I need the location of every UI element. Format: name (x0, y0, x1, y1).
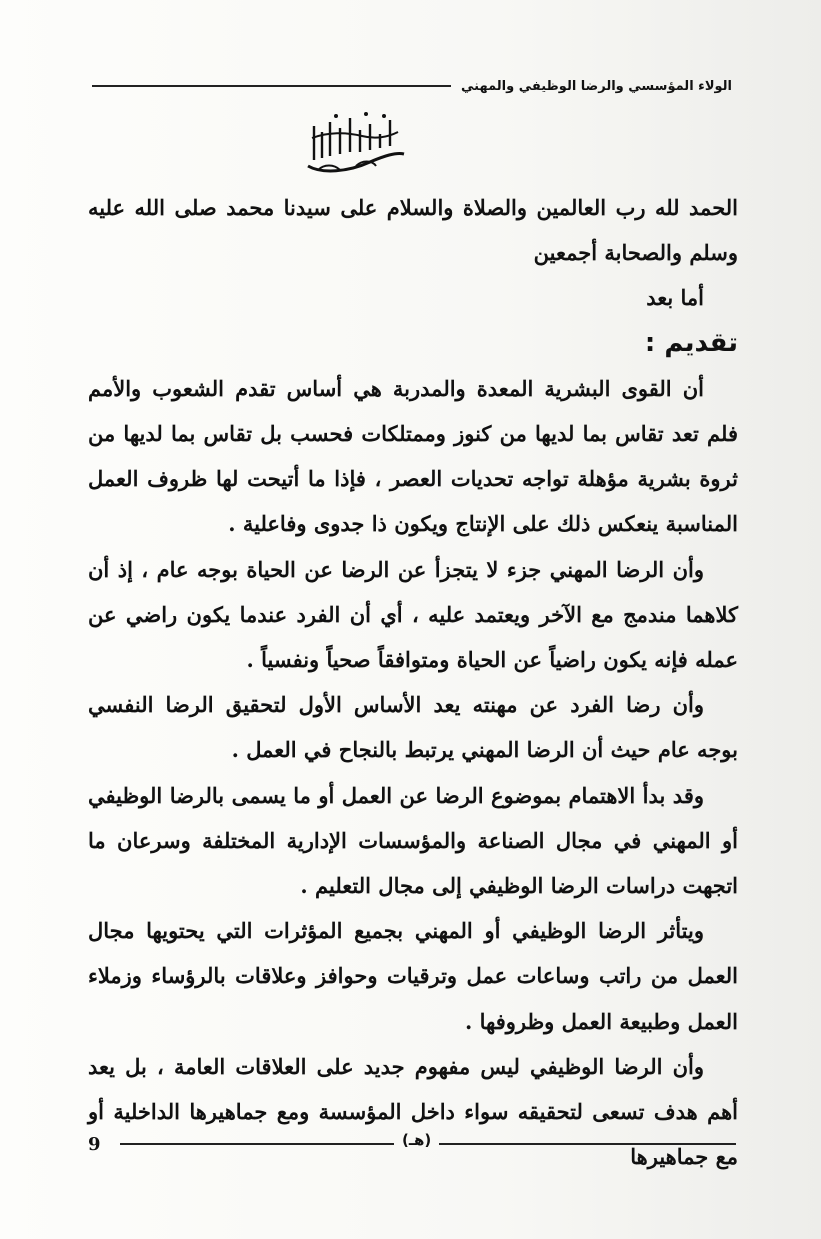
running-header (92, 76, 732, 96)
amma-bad: أما بعد (646, 285, 704, 311)
section-title: تقديم : (644, 327, 738, 358)
paragraph: وأن الرضا الوظيفي ليس مفهوم جديد على العلاقات العامة ، بل يعد أهم هدف تسعى لتحقيقه سواء داخل المؤسسة ومع جماهيرها الداخلية أو مع جماهيرها (88, 1053, 738, 1170)
paragraph: وأن رضا الفرد عن مهنته يعد الأساس الأول لتحقيق الرضا النفسي بوجه عام حيث أن الرضا المهني يرتبط بالنجاح في العمل . (88, 692, 738, 763)
page-footer (88, 1130, 736, 1158)
footer-rule (120, 1131, 736, 1149)
paragraph: أن القوى البشرية المعدة والمدربة هي أساس تقدم الشعوب والأمم فلم تعد تقاس بما لديها من كنوز وممتلكات فحسب بل تقاس بما لديها من ثروة بشرية مؤهلة تواجه تحديات العصر ، فإذا ما أتيحت لها ظروف العمل المناسبة ينعكس ذلك على الإنتاج ويكون ذا جدوى وفاعلية . (88, 375, 738, 537)
paragraph: وأن الرضا المهني جزء لا يتجزأ عن الرضا عن الحياة بوجه عام ، إذ أن كلاهما مندمج مع الآخر ويعتمد عليه ، أي أن الفرد عندما يكون راضي عن عمله فإنه يكون راضياً عن الحياة ومتوافقاً صحياً ونفسياً . (88, 556, 738, 673)
opening-paragraph: الحمد لله رب العالمين والصلاة والسلام على سيدنا محمد صلى الله عليه وسلم والصحابة أجمعين (88, 195, 738, 266)
paragraph: وقد بدأ الاهتمام بموضوع الرضا عن العمل أو ما يسمى بالرضا الوظيفي أو المهني في مجال الصناعة والمؤسسات الإدارية المختلفة وسرعان ما اتجهت دراسات الرضا الوظيفي إلى مجال التعليم . (88, 782, 738, 899)
main-text (88, 185, 738, 1179)
running-header-title: الولاء المؤسسي والرضا الوظيفي والمهني (461, 78, 732, 94)
page-number: 9 (88, 1133, 101, 1155)
paragraph: ويتأثر الرضا الوظيفي أو المهني بجميع المؤثرات التي يحتويها مجال العمل من راتب وساعات عمل وترقيات وحوافز وعلاقات بالرؤساء وزملاء العمل وطبيعة العمل وظروفها . (88, 918, 738, 1034)
header-rule (92, 85, 451, 87)
basmala-calligraphy (300, 108, 410, 180)
footer-section-mark: (هـ) (394, 1131, 439, 1149)
